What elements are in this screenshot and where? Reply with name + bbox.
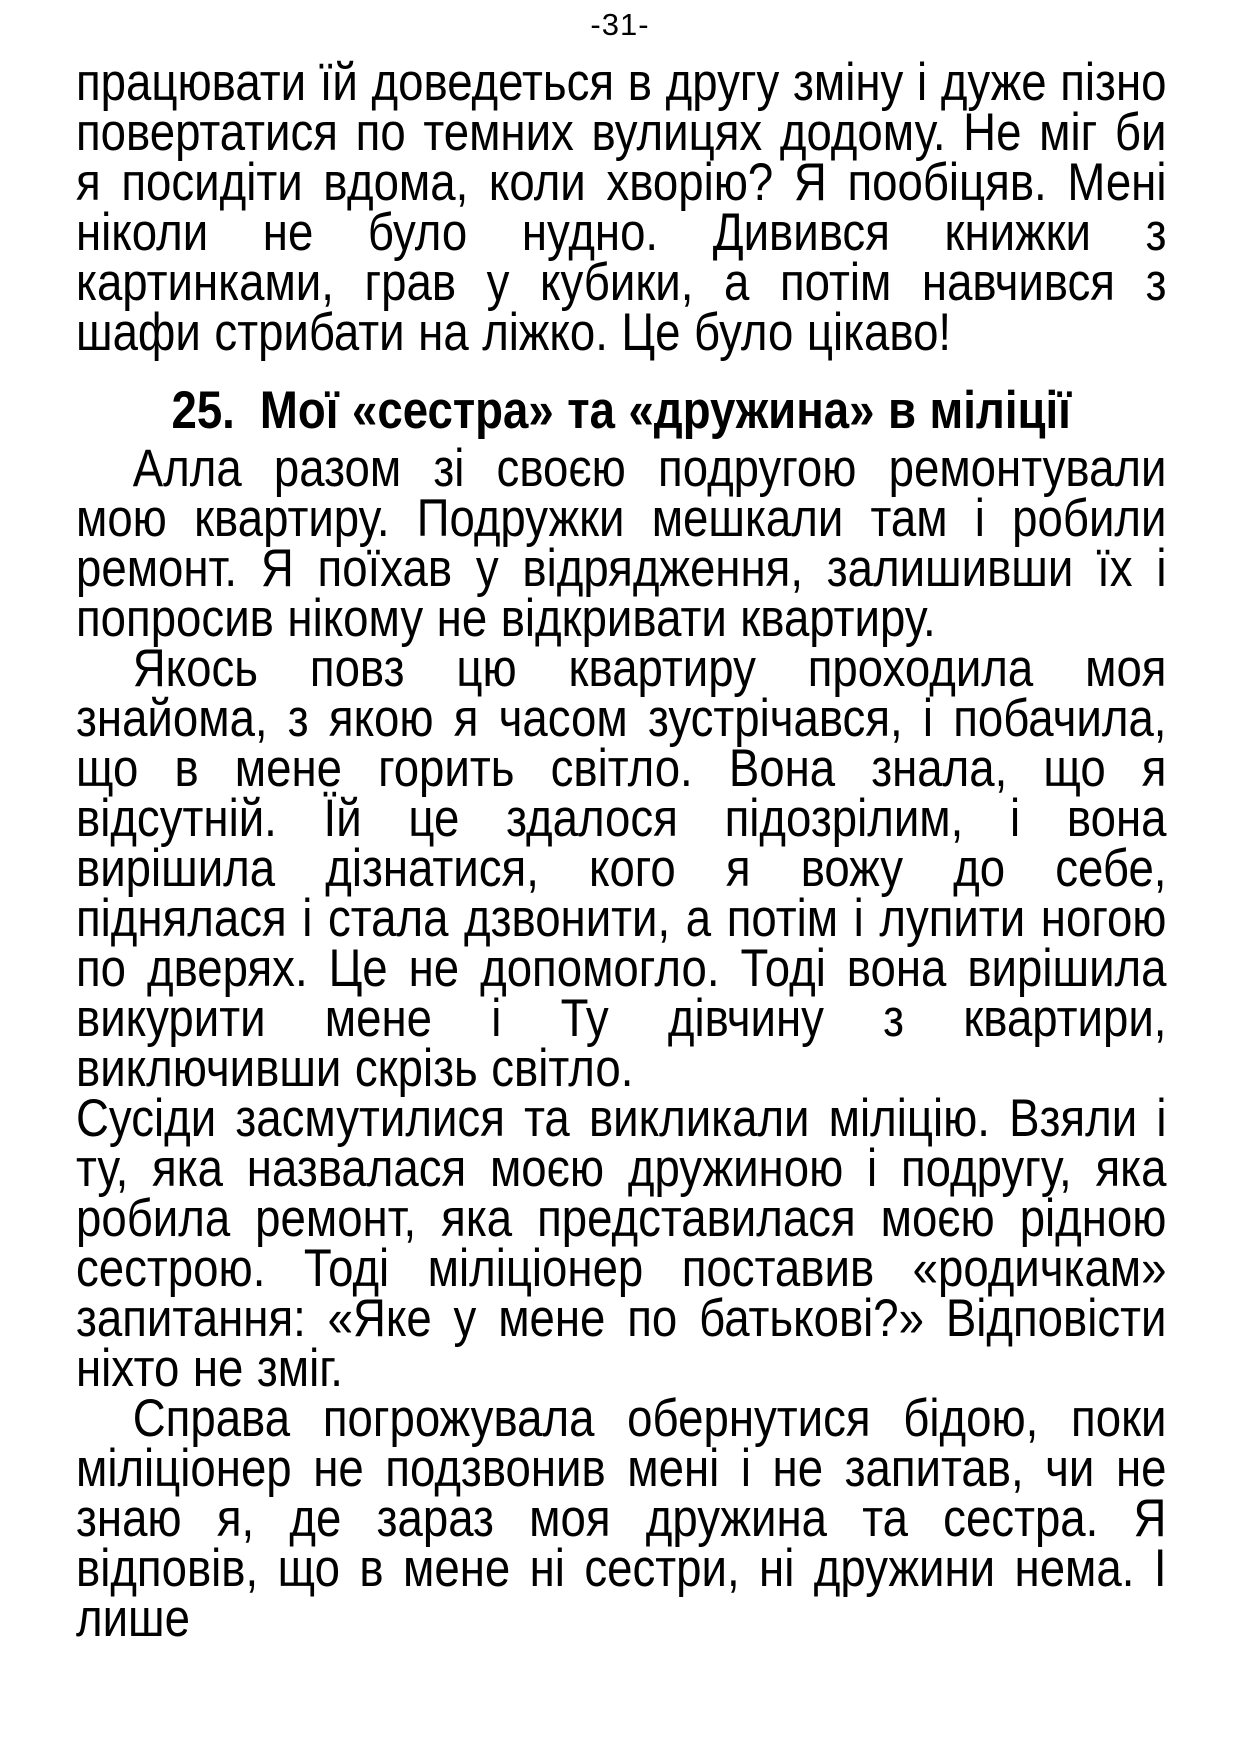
section-title: Мої «сестра» та «дружина» в міліції: [259, 381, 1072, 440]
section-number: 25.: [171, 381, 235, 440]
page-number: -31-: [590, 7, 650, 42]
paragraph: Сусіди засмутилися та викликали міліцію. Взяли і ту, яка назвалася моєю дружиною і подругу, яка робила ремонт, яка представилася моєю рідною сестрою. Тоді міліціонер поставив «родичкам» запитання: «Яке у мене по батькові?» Відповісти ніхто не зміг.: [76, 1089, 1167, 1398]
section-heading: [76, 381, 1166, 440]
page-header: [0, 0, 1240, 44]
paragraph: Алла разом зі своєю подругою ремонтували мою квартиру. Подружки мешкали там і робили ремонт. Я поїхав у відрядження, залишивши їх і попросив нікому не відкривати квартиру.: [76, 439, 1167, 648]
page-body: [76, 53, 1167, 1648]
paragraph-continuation: працювати їй доведеться в другу зміну і дуже пізно повертатися по темних вулицях додому. Не міг би я посидіти вдома, коли хворію? Я пообіцяв. Мені ніколи не було нудно. Дивився книжки з картинками, грав у кубики, а потім навчився з шафи стрибати на ліжко. Це було цікаво!: [76, 53, 1167, 362]
paragraph: Якось повз цю квартиру проходила моя знайома, з якою я часом зустрічався, і побачила, що в мене горить світло. Вона знала, що я відсутній. Їй це здалося підозрілим, і вона вирішила дізнатися, кого я вожу до себе, піднялася і стала дзвонити, а потім і лупити ногою по дверях. Це не допомогло. Тоді вона вирішила викурити мене і Ту дівчину з квартири, виключивши скрізь світло.: [76, 639, 1167, 1098]
paragraph: Справа погрожувала обернутися бідою, поки міліціонер не подзвонив мені і не запитав, чи не знаю я, де зараз моя дружина та сестра. Я відповів, що в мене ні сестри, ні дружини нема. І лише: [76, 1389, 1167, 1648]
